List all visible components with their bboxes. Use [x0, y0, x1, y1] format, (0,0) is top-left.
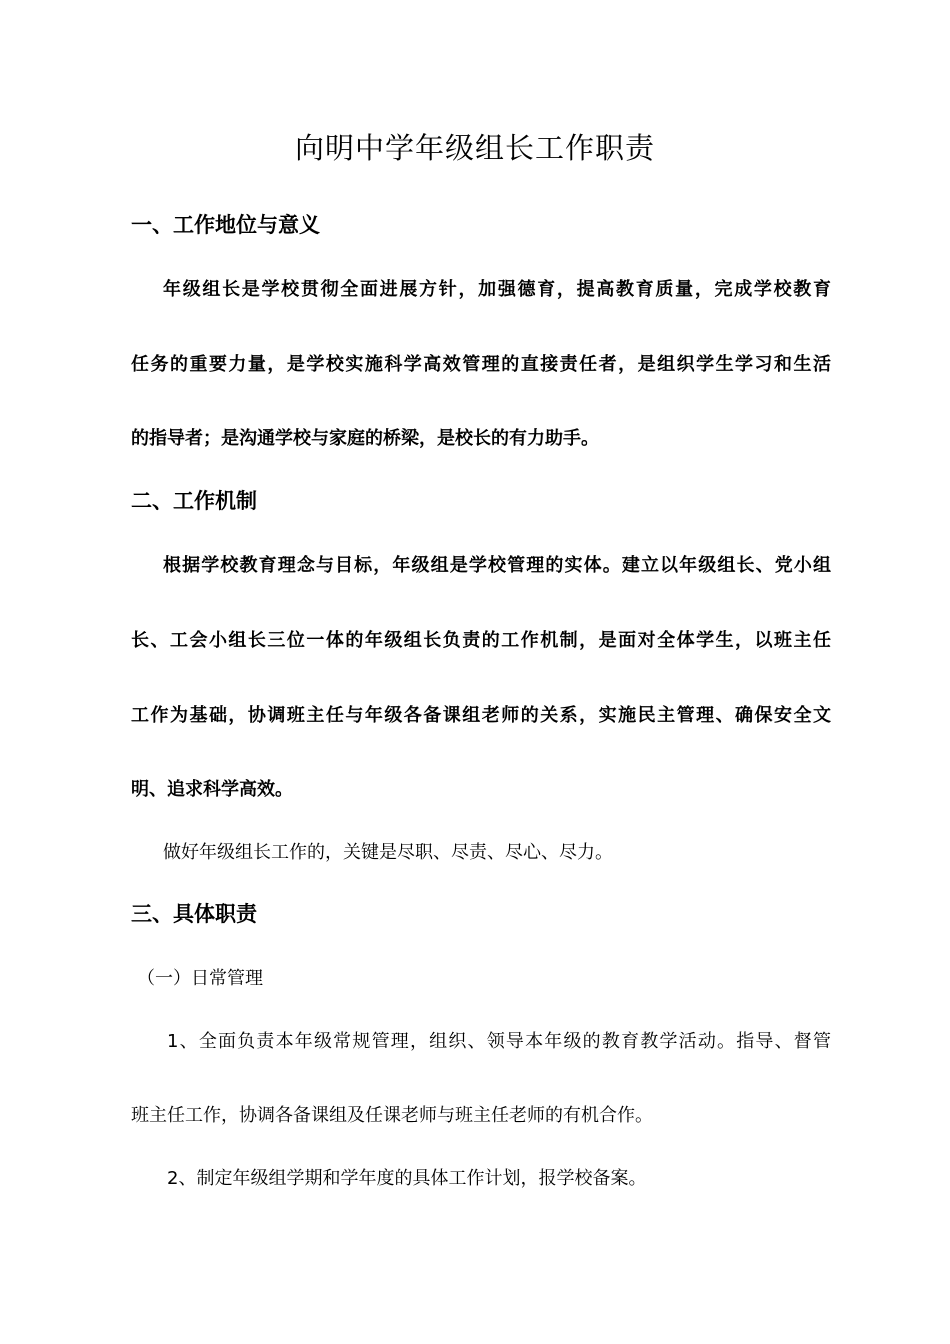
list-item-line: 班主任工作，协调各备课组及任课老师与班主任老师的有机合作。: [131, 1105, 653, 1126]
paragraph-line: 年级组长是学校贯彻全面进展方针，加强德育，提高教育质量，完成学校教育: [163, 279, 831, 300]
section-heading-mechanism: 二、工作机制: [131, 489, 257, 513]
paragraph-line: 工作为基础，协调班主任与年级各备课组老师的关系，实施民主管理、确保安全文: [131, 705, 831, 726]
section-heading-duties: 三、具体职责: [131, 902, 257, 926]
list-item-line: 1、全面负责本年级常规管理，组织、领导本年级的教育教学活动。指导、督管: [167, 1031, 831, 1052]
paragraph-line: 的指导者；是沟通学校与家庭的桥梁，是校长的有力助手。: [131, 428, 599, 449]
paragraph-note: 做好年级组长工作的，关键是尽职、尽责、尽心、尽力。: [163, 842, 613, 863]
paragraph-line: 长、工会小组长三位一体的年级组长负责的工作机制，是面对全体学生，以班主任: [131, 630, 831, 651]
subsection-heading-daily-management: （一）日常管理: [137, 968, 263, 989]
document-title: 向明中学年级组长工作职责: [294, 131, 655, 165]
paragraph-line: 明、追求科学高效。: [131, 779, 293, 800]
paragraph-line: 根据学校教育理念与目标，年级组是学校管理的实体。建立以年级组长、党小组: [163, 555, 831, 576]
list-item: 2、制定年级组学期和学年度的具体工作计划，报学校备案。: [167, 1168, 647, 1189]
paragraph-line: 任务的重要力量，是学校实施科学高效管理的直接责任者，是组织学生学习和生活: [131, 354, 831, 375]
section-heading-position: 一、工作地位与意义: [131, 213, 320, 237]
